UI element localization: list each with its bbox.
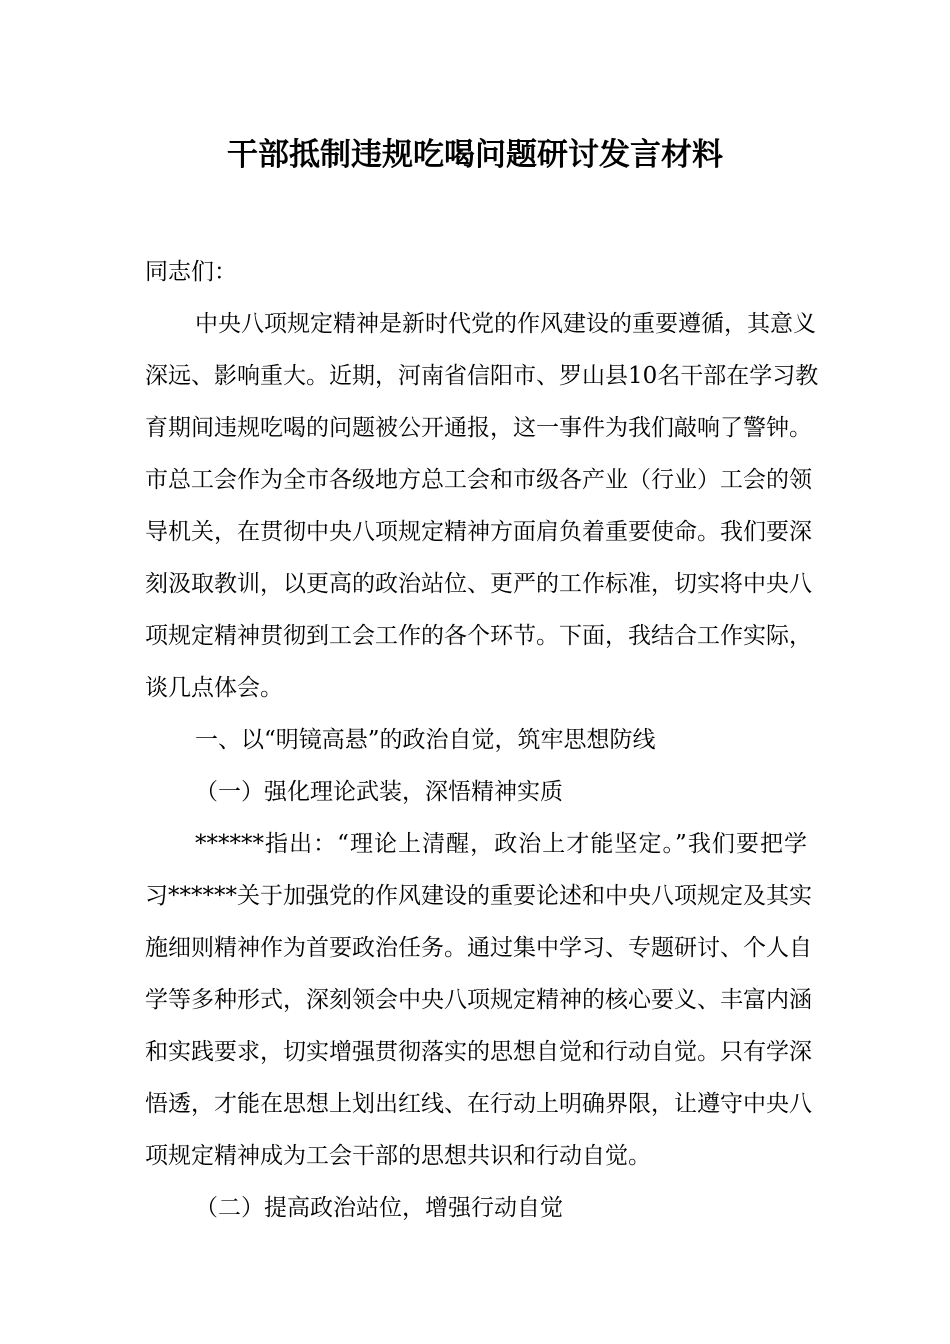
paragraph <box>145 818 812 1182</box>
text-line: 项规定精神成为工会干部的思想共识和行动自觉。 <box>145 1143 651 1169</box>
section-heading <box>145 1182 807 1234</box>
text-line: 刻汲取教训，以更高的政治站位、更严的工作标准，切实将中央八 <box>145 571 812 597</box>
salutation: 同志们： <box>145 259 237 285</box>
text-line: 深远、影响重大。近期，河南省信阳市、罗山县10名干部在学习教 <box>145 363 819 389</box>
text-line: 市总工会作为全市各级地方总工会和市级各产业（行业）工会的领 <box>145 467 812 493</box>
text-line: 学等多种形式，深刻领会中央八项规定精神的核心要义、丰富内涵 <box>145 987 812 1013</box>
document-body <box>145 246 819 1234</box>
document-content <box>145 298 819 1234</box>
text-line: 导机关，在贯彻中央八项规定精神方面肩负着重要使命。我们要深 <box>145 519 812 545</box>
text-line: 项规定精神贯彻到工会工作的各个环节。下面，我结合工作实际， <box>145 623 812 649</box>
text-line: 和实践要求，切实增强贯彻落实的思想自觉和行动自觉。只有学深 <box>145 1039 812 1065</box>
section-heading <box>145 766 807 818</box>
text-line: 育期间违规吃喝的问题被公开通报，这一事件为我们敲响了警钟。 <box>145 415 812 441</box>
text-line: ******指出：“理论上清醒，政治上才能坚定。”我们要把学 <box>195 831 807 857</box>
text-line: 悟透，才能在思想上划出红线、在行动上明确界限，让遵守中央八 <box>145 1091 812 1117</box>
text-line: 习******关于加强党的作风建设的重要论述和中央八项规定及其实 <box>145 883 812 909</box>
text-line: （一）强化理论武装，深悟精神实质 <box>195 779 563 805</box>
paragraph <box>145 298 819 714</box>
section-heading <box>145 714 807 766</box>
text-line: 一、以“明镜高悬”的政治自觉，筑牢思想防线 <box>195 727 656 753</box>
text-line: （二）提高政治站位，增强行动自觉 <box>195 1195 563 1221</box>
text-line: 谈几点体会。 <box>145 675 283 701</box>
document-title: 干部抵制违规吃喝问题研讨发言材料 <box>227 137 723 173</box>
text-line: 中央八项规定精神是新时代党的作风建设的重要遵循，其意义 <box>195 311 816 337</box>
text-line: 施细则精神作为首要政治任务。通过集中学习、专题研讨、个人自 <box>145 935 812 961</box>
